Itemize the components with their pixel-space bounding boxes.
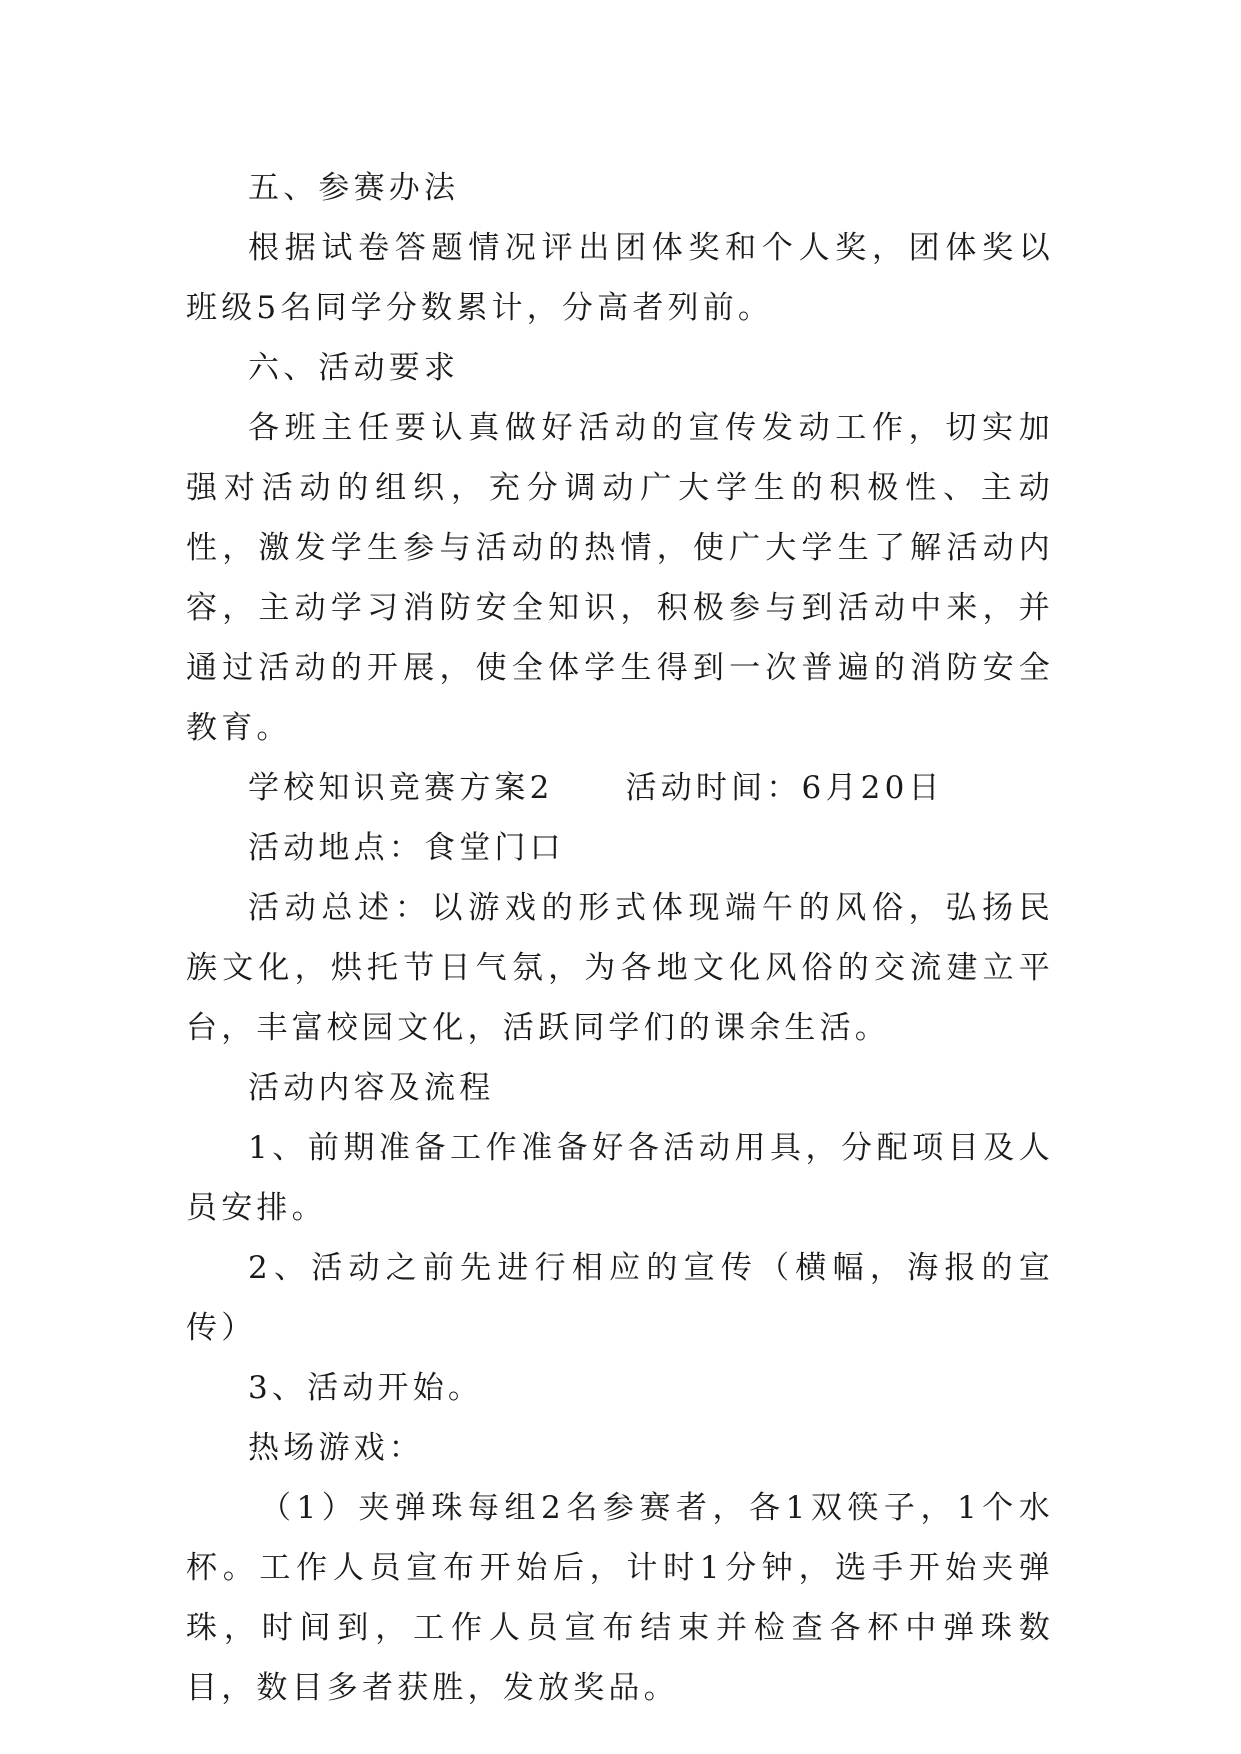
paragraph-requirements: 各班主任要认真做好活动的宣传发动工作，切实加强对活动的组织，充分调动广大学生的积极性、主动性，激发学生参与活动的热情，使广大学生了解活动内容，主动学习消防安全知识，积极参与到活动中来，并通过活动的开展，使全体学生得到一次普遍的消防安全教育。 [186, 410, 1054, 746]
paragraph-content-heading: 活动内容及流程 [248, 1070, 495, 1106]
document-body [186, 158, 1054, 1718]
paragraph-warmup-heading: 热场游戏： [248, 1430, 424, 1466]
paragraph-game-1: （1）夹弹珠每组2名参赛者，各1双筷子，1个水杯。工作人员宣布开始后，计时1分钟，选手开始夹弹珠，时间到，工作人员宣布结束并检查各杯中弹珠数目，数目多者获胜，发放奖品。 [186, 1490, 1054, 1706]
paragraph-step-1: 1、前期准备工作准备好各活动用具，分配项目及人员安排。 [186, 1130, 1054, 1226]
plan-title: 学校知识竞赛方案2 [248, 770, 554, 806]
section-heading-requirements: 六、活动要求 [248, 350, 460, 386]
section-heading-participation: 五、参赛办法 [248, 170, 460, 206]
paragraph-step-2: 2、活动之前先进行相应的宣传（横幅，海报的宣传） [186, 1250, 1054, 1346]
paragraph-plan-title-time [186, 758, 1054, 818]
paragraph-overview: 活动总述：以游戏的形式体现端午的风俗，弘扬民族文化，烘托节日气氛，为各地文化风俗的交流建立平台，丰富校园文化，活跃同学们的课余生活。 [186, 890, 1054, 1046]
activity-time: 活动时间：6月20日 [625, 770, 944, 806]
paragraph-awards: 根据试卷答题情况评出团体奖和个人奖，团体奖以班级5名同学分数累计，分高者列前。 [186, 230, 1054, 326]
paragraph-location: 活动地点：食堂门口 [248, 830, 565, 866]
paragraph-step-3: 3、活动开始。 [248, 1370, 484, 1406]
